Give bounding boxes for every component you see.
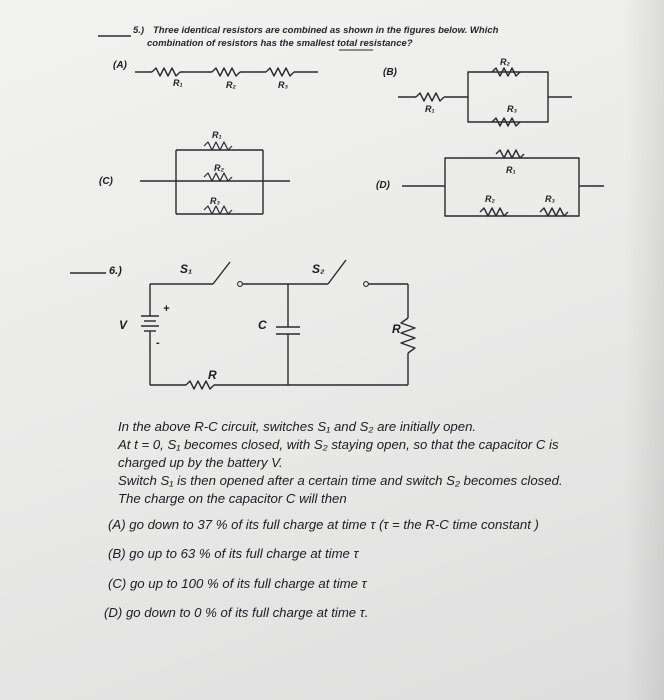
label-a: (A) <box>113 60 127 71</box>
a-r1-label: R₁ <box>173 78 183 88</box>
q6-text-line4: Switch S₁ is then opened after a certain time and switch S₂ becomes closed. <box>118 473 563 488</box>
label-d: (D) <box>376 180 390 191</box>
q6-text-line1: In the above R-C circuit, switches S₁ and S₂ are initially open. <box>118 419 477 434</box>
capacitor-label: C <box>258 318 267 332</box>
d-r1-label: R₁ <box>506 165 516 175</box>
q6-option-c: (C) go up to 100 % of its full charge at time τ <box>108 576 367 591</box>
d-r3-label: R₃ <box>545 194 555 204</box>
battery-plus-sign: + <box>163 303 170 315</box>
q6-option-a: (A) go down to 37 % of its full charge at time τ (τ = the R-C time constant ) <box>108 517 539 532</box>
q6-text-line2: At t = 0, S₁ becomes closed, with S₂ staying open, so that the capacitor C is <box>118 437 559 452</box>
switch-s1-label: S₁ <box>180 262 193 276</box>
resistor-bottom-label: R <box>208 368 217 382</box>
b-r2-label: R₂ <box>500 57 510 67</box>
d-r2-label: R₂ <box>485 194 495 204</box>
c-r3-label: R₃ <box>210 196 220 206</box>
battery-minus-sign: - <box>156 337 160 349</box>
q5-line2-underlined: smallest <box>296 38 335 49</box>
q6-text-line3: charged up by the battery V. <box>118 455 283 470</box>
q5-line2-post: total resistance? <box>334 38 413 49</box>
q5-line2-pre: combination of resistors has the <box>147 38 297 49</box>
switch-s2-label: S₂ <box>312 262 325 276</box>
q5-question-line1: Three identical resistors are combined as shown in the figures below. Which <box>153 25 499 36</box>
label-c: (C) <box>99 176 113 187</box>
q6-option-d: (D) go down to 0 % of its full charge at time τ. <box>104 605 369 620</box>
q6-option-b: (B) go up to 63 % of its full charge at time τ <box>108 546 359 561</box>
label-b: (B) <box>383 67 397 78</box>
c-r1-label: R₁ <box>212 130 222 140</box>
battery-voltage-label: V <box>119 318 128 332</box>
q6-text-line5: The charge on the capacitor C will then <box>118 491 347 506</box>
a-r2-label: R₂ <box>226 80 236 90</box>
b-r1-label: R₁ <box>425 104 435 114</box>
resistor-right-label: R <box>392 322 401 336</box>
q5-number: 5.) <box>133 25 145 36</box>
b-r3-label: R₃ <box>507 104 517 114</box>
c-r2-label: R₂ <box>214 163 224 173</box>
q5-question-line2 <box>147 38 413 49</box>
page-shadow <box>624 0 664 700</box>
q6-number: 6.) <box>109 265 122 277</box>
a-r3-label: R₃ <box>278 80 288 90</box>
